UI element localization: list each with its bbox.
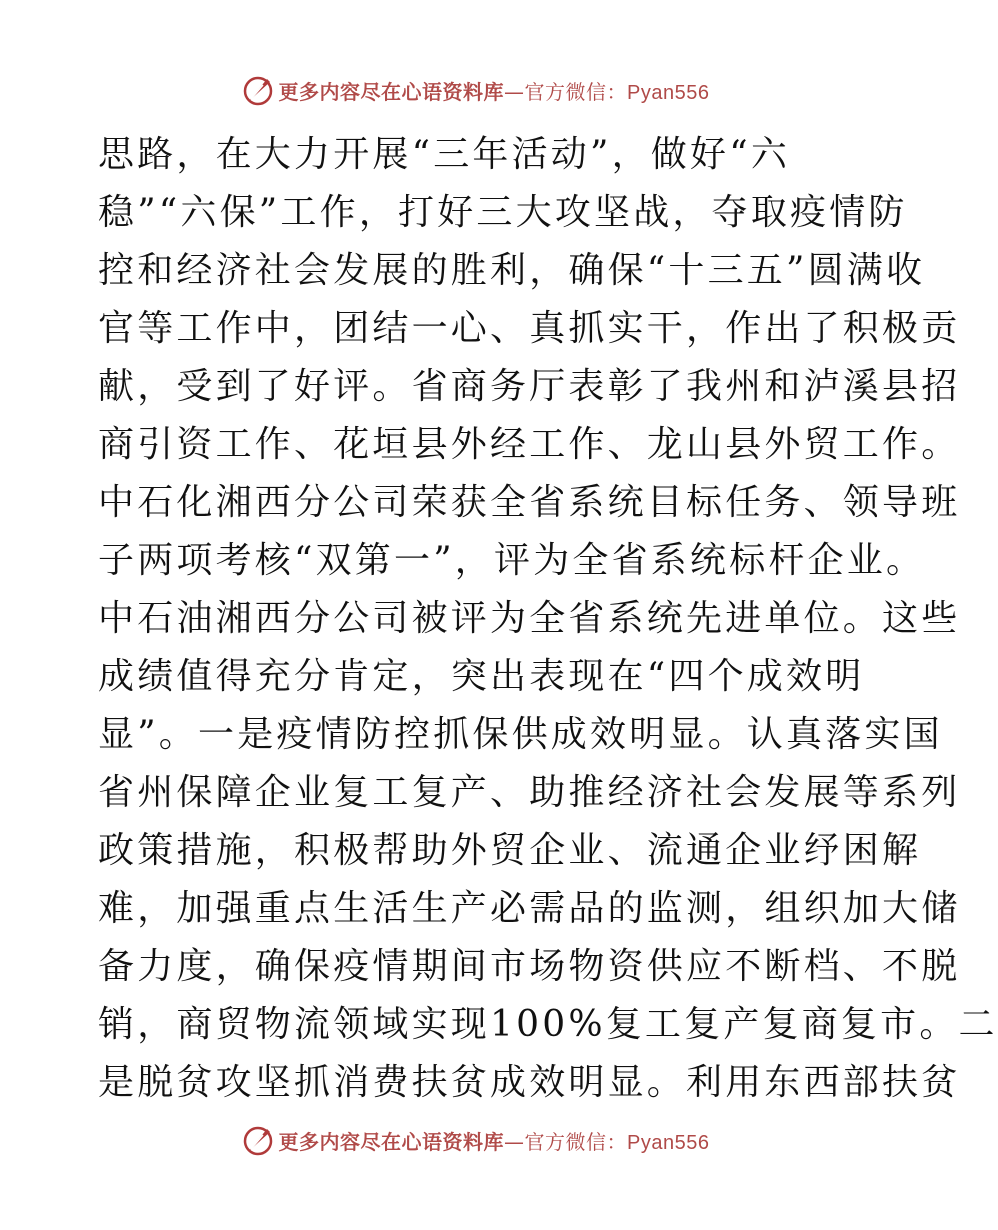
footer-banner [0,1120,950,1160]
quill-logo-icon [241,1123,275,1157]
header-brand: 更多内容尽在心语资料库 [278,79,505,104]
header-separator: — [504,79,525,104]
text-line-8: 子两项考核“双第一”，评为全省系统标杆企业。 [98,540,926,581]
text-line-7: 中石化湘西分公司荣获全省系统目标任务、领导班 [98,482,961,523]
footer-wechat-label: 官方微信： [524,1129,628,1154]
text-line-10: 成绩值得充分肯定，突出表现在“四个成效明 [98,656,865,697]
text-line-2: 稳”“六保”工作，打好三大攻坚战，夺取疫情防 [98,192,908,233]
text-line-1: 思路，在大力开展“三年活动”，做好“六 [98,134,791,175]
footer-wechat-id: Pyan556 [627,1131,710,1154]
header-wechat-label: 官方微信： [524,79,628,104]
document-body [98,126,998,1112]
footer-banner-text [279,1126,710,1155]
text-line-17: 是脱贫攻坚抓消费扶贫成效明显。利用东西部扶贫 [98,1062,961,1103]
text-line-15: 备力度，确保疫情期间市场物资供应不断档、不脱 [98,946,961,987]
text-line-12: 省州保障企业复工复产、助推经济社会发展等系列 [98,772,961,813]
text-line-5: 献，受到了好评。省商务厅表彰了我州和泸溪县招 [98,366,961,407]
text-line-3: 控和经济社会发展的胜利，确保“十三五”圆满收 [98,250,926,291]
footer-brand: 更多内容尽在心语资料库 [278,1129,505,1154]
text-line-6: 商引资工作、花垣县外经工作、龙山县外贸工作。 [98,424,961,465]
quill-logo-icon [241,73,275,107]
text-line-9: 中石油湘西分公司被评为全省系统先进单位。这些 [98,598,961,639]
header-banner [0,70,950,110]
text-line-4: 官等工作中，团结一心、真抓实干，作出了积极贡 [98,308,961,349]
footer-separator: — [504,1129,525,1154]
text-line-14: 难，加强重点生活生产必需品的监测，组织加大储 [98,888,961,929]
header-wechat-id: Pyan556 [627,81,710,104]
header-banner-text [279,76,710,105]
text-line-11: 显”。一是疫情防控抓保供成效明显。认真落实国 [98,714,943,755]
text-line-13: 政策措施，积极帮助外贸企业、流通企业纾困解 [98,830,922,871]
text-line-16: 销，商贸物流领域实现100%复工复产复商复市。二 [98,1004,998,1045]
